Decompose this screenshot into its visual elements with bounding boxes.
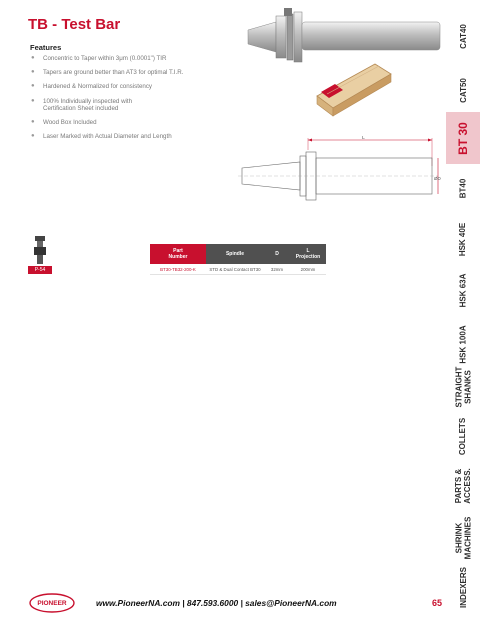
part-number-cell: BT30-TB32-200-K [150, 264, 206, 275]
feature-item [30, 119, 230, 126]
bullet-icon: ● [31, 69, 35, 76]
feature-item [30, 55, 230, 62]
feature-text: Hardened & Normalized for consistency [43, 83, 153, 91]
page-title: TB - Test Bar [28, 16, 121, 33]
tab-hsk-40e[interactable]: HSK 40E [458, 222, 468, 256]
projection-cell: 200mm [290, 264, 326, 275]
category-tabs [446, 0, 480, 623]
length-label: L [362, 136, 365, 141]
features-heading: Features [30, 43, 62, 52]
diameter-cell: 32mm [264, 264, 290, 275]
page-number: 65 [432, 598, 443, 608]
tab-straight-shanks[interactable]: STRAIGHT SHANKS [454, 366, 473, 408]
tab-cat50[interactable]: CAT50 [458, 77, 468, 103]
header-part-number: Part Number [150, 244, 206, 264]
bullet-icon: ● [31, 119, 35, 126]
tab-hsk-100a[interactable]: HSK 100A [458, 324, 468, 364]
feature-text: Wood Box Included [43, 119, 97, 127]
diameter-label: ØD [434, 176, 441, 181]
bullet-icon: ● [31, 55, 35, 61]
test-bar-drawing [238, 136, 446, 216]
footer-contact[interactable]: www.PioneerNA.com | 847.593.6000 | sales@PioneerNA.com [96, 598, 337, 608]
tab-indexers[interactable]: INDEXERS [458, 566, 468, 608]
feature-text: Concentric to Taper within 3μm (0.0001") TIR [43, 55, 167, 62]
table-header-row [150, 244, 326, 264]
feature-item [30, 98, 230, 112]
bullet-icon: ● [31, 133, 35, 140]
tab-bt30[interactable]: BT 30 [446, 112, 480, 164]
thumbnail-caption: P-54 [28, 266, 52, 274]
feature-text: Laser Marked with Actual Diameter and Length [43, 133, 172, 141]
tab-collets[interactable]: COLLETS [458, 417, 468, 455]
header-d: D [264, 244, 290, 264]
feature-item [30, 133, 230, 140]
tab-parts-access[interactable]: PARTS & ACCESS. [454, 468, 472, 504]
spindle-cell: STD & Dual Contact BT30 [206, 264, 264, 275]
header-spindle: Spindle [206, 244, 264, 264]
spec-table [150, 244, 326, 275]
feature-item [30, 69, 230, 76]
tab-shrink-machines[interactable]: SHRINK MACHINES [454, 516, 473, 560]
wood-box-photo [313, 56, 393, 120]
header-l-projection: L Projection [290, 244, 326, 264]
bullet-icon: ● [31, 97, 35, 104]
table-row [150, 264, 326, 275]
feature-text: 100% Individually inspected with Certification Sheet included [43, 97, 133, 112]
bullet-icon: ● [31, 83, 35, 90]
features-list [30, 55, 230, 147]
pioneer-logo [28, 592, 76, 614]
tab-bt40[interactable]: BT40 [458, 178, 468, 198]
feature-text: Tapers are ground better than AT3 for optimal T.I.R. [43, 69, 184, 77]
svg-text:PIONEER: PIONEER [37, 600, 67, 608]
tab-hsk-63a[interactable]: HSK 63A [458, 273, 468, 307]
feature-item [30, 83, 230, 90]
tab-cat40[interactable]: CAT40 [458, 23, 468, 49]
